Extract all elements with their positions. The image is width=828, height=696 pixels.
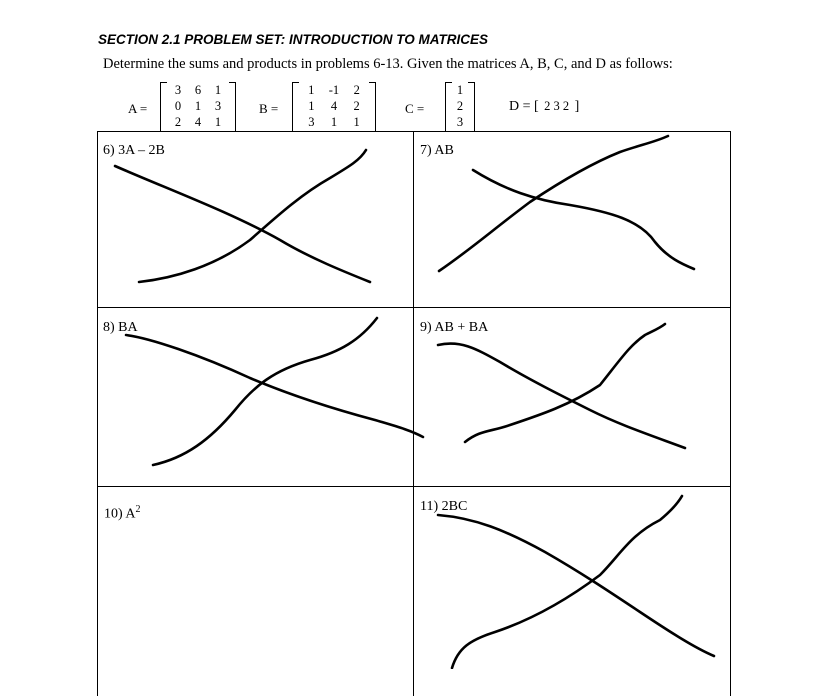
matrix-b-cell: 2 <box>353 99 360 113</box>
problem-10-label <box>104 504 141 523</box>
problem-11-label: 11) 2BC <box>420 499 468 514</box>
matrix-b-cell: 1 <box>308 99 315 113</box>
matrix-c-cell: 2 <box>456 99 464 113</box>
matrix-a-cell: 6 <box>194 83 202 97</box>
matrix-a-cell: 1 <box>214 83 222 97</box>
problem-10-superscript: 2 <box>135 504 141 515</box>
problem-9-box <box>413 307 731 487</box>
problem-10-label-text: 10) A <box>104 506 136 522</box>
matrix-c-cell: 1 <box>456 83 464 97</box>
problem-10-box <box>97 486 414 696</box>
matrix-a-cell: 3 <box>214 99 222 113</box>
matrix-b-cell: -1 <box>328 83 340 97</box>
matrix-c <box>445 82 475 132</box>
matrix-a-cell: 2 <box>174 115 182 129</box>
instructions-text: Determine the sums and products in problems 6-13. Given the matrices A, B, C, and D as follows: <box>103 56 673 72</box>
matrix-a <box>160 82 236 132</box>
matrix-a-cell: 4 <box>194 115 202 129</box>
matrix-c-label: C = <box>405 101 425 116</box>
matrix-d-values: 2 3 2 <box>544 99 570 113</box>
matrix-a-label: A = <box>128 101 148 116</box>
matrix-a-cell: 1 <box>194 99 202 113</box>
problem-9-label: 9) AB + BA <box>420 320 489 335</box>
matrix-c-cell: 3 <box>456 115 464 129</box>
problem-grid <box>97 131 731 691</box>
matrix-b-cell: 3 <box>308 115 315 129</box>
matrix-b-label: B = <box>259 101 279 116</box>
matrix-a-cell: 3 <box>174 83 182 97</box>
matrix-b-cell: 1 <box>330 115 338 129</box>
problem-6-box <box>97 131 414 308</box>
problem-8-label: 8) BA <box>103 320 138 335</box>
problem-7-box <box>413 131 731 308</box>
problem-6-label: 6) 3A – 2B <box>103 143 165 158</box>
matrix-b-cell: 2 <box>353 83 360 97</box>
problem-11-box <box>413 486 731 696</box>
problem-8-box <box>97 307 414 487</box>
matrix-a-cell: 1 <box>214 115 222 129</box>
matrix-d-label: D = [ <box>509 99 539 114</box>
matrix-a-cell: 0 <box>174 99 182 113</box>
matrix-b-cell: 1 <box>353 115 360 129</box>
matrix-b-cell: 4 <box>330 99 338 113</box>
matrix-b-cell: 1 <box>308 83 315 97</box>
matrix-b <box>292 82 376 132</box>
problem-7-label: 7) AB <box>420 143 454 158</box>
section-title: SECTION 2.1 PROBLEM SET: INTRODUCTION TO MATRICES <box>98 32 489 47</box>
matrix-d <box>509 99 579 115</box>
matrix-d-close-bracket: ] <box>574 99 580 114</box>
